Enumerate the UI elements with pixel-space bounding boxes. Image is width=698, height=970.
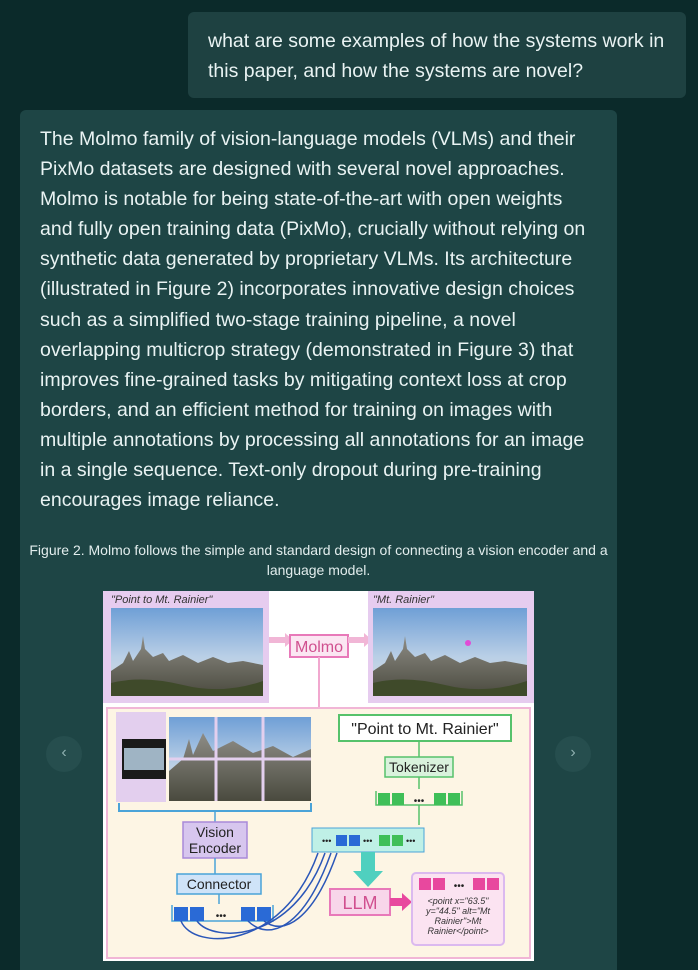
svg-text:•••: ••• — [406, 836, 416, 846]
vision-encoder-line2: Encoder — [188, 840, 242, 856]
svg-text:•••: ••• — [363, 836, 373, 846]
user-message-text: what are some examples of how the systems work in this paper, and how the systems are novel? — [208, 30, 665, 82]
llm-label: LLM — [342, 893, 378, 913]
chevron-left-icon: ‹ — [61, 744, 67, 761]
prompt-text: "Point to Mt. Rainier" — [351, 721, 499, 738]
arrow-to-molmo — [269, 637, 287, 643]
combined-token-sequence — [312, 828, 424, 852]
output-text-line4: Rainier</point> — [427, 926, 489, 936]
output-text-line3: Rainier">Mt — [434, 916, 482, 926]
input-query-label: "Point to Mt. Rainier" — [111, 594, 213, 606]
figure-2-diagram[interactable] — [103, 591, 534, 961]
output-text-line1: <point x="63.5" — [427, 896, 489, 906]
arrow-from-molmo — [348, 637, 366, 643]
output-photo — [373, 608, 527, 696]
assistant-message-text: The Molmo family of vision-language models (VLMs) and their PixMo datasets are designed with several novel approaches. Molmo is notable for being state-of-the-art with open weights and fully open training data (PixMo), crucially without relying on synthetic data generated by proprietary VLMs. Its architecture (illustrated in Figure 2) incorporates innovative design choices such as a simplified two-stage training pipeline, a novel overlapping multicrop strategy (demonstrated in Figure 3) that improves fine-grained tasks by mitigating context loss at crop borders, and an efficient method for training on images with multiple annotations by processing all annotations for an image in a single sequence. Text-only dropout during pre-training encourages image reliance. — [40, 128, 586, 512]
figure-caption: Figure 2. Molmo follows the simple and standard design of connecting a vision encoder and a language model. — [29, 542, 608, 578]
output-tokens — [412, 873, 504, 945]
chevron-right-icon: › — [570, 744, 576, 761]
multicrop-grid — [169, 717, 311, 801]
tokenizer-label: Tokenizer — [389, 759, 449, 775]
point-marker-icon — [465, 640, 471, 646]
svg-text:•••: ••• — [322, 836, 332, 846]
svg-text:•••: ••• — [453, 881, 465, 892]
input-photo — [111, 608, 263, 696]
svg-text:•••: ••• — [215, 911, 227, 922]
connector-label: Connector — [186, 876, 252, 892]
carousel-next-button[interactable] — [555, 736, 591, 772]
molmo-label: Molmo — [294, 639, 344, 656]
assistant-message-card — [20, 110, 617, 970]
user-message-bubble — [188, 12, 686, 98]
vision-encoder-line1: Vision — [196, 824, 234, 840]
output-answer-label: "Mt. Rainier" — [373, 594, 434, 606]
arrow-from-llm — [390, 898, 404, 906]
carousel-prev-button[interactable] — [46, 736, 82, 772]
output-text-line2: y="44.5" alt="Mt — [425, 906, 491, 916]
svg-text:•••: ••• — [413, 796, 425, 807]
